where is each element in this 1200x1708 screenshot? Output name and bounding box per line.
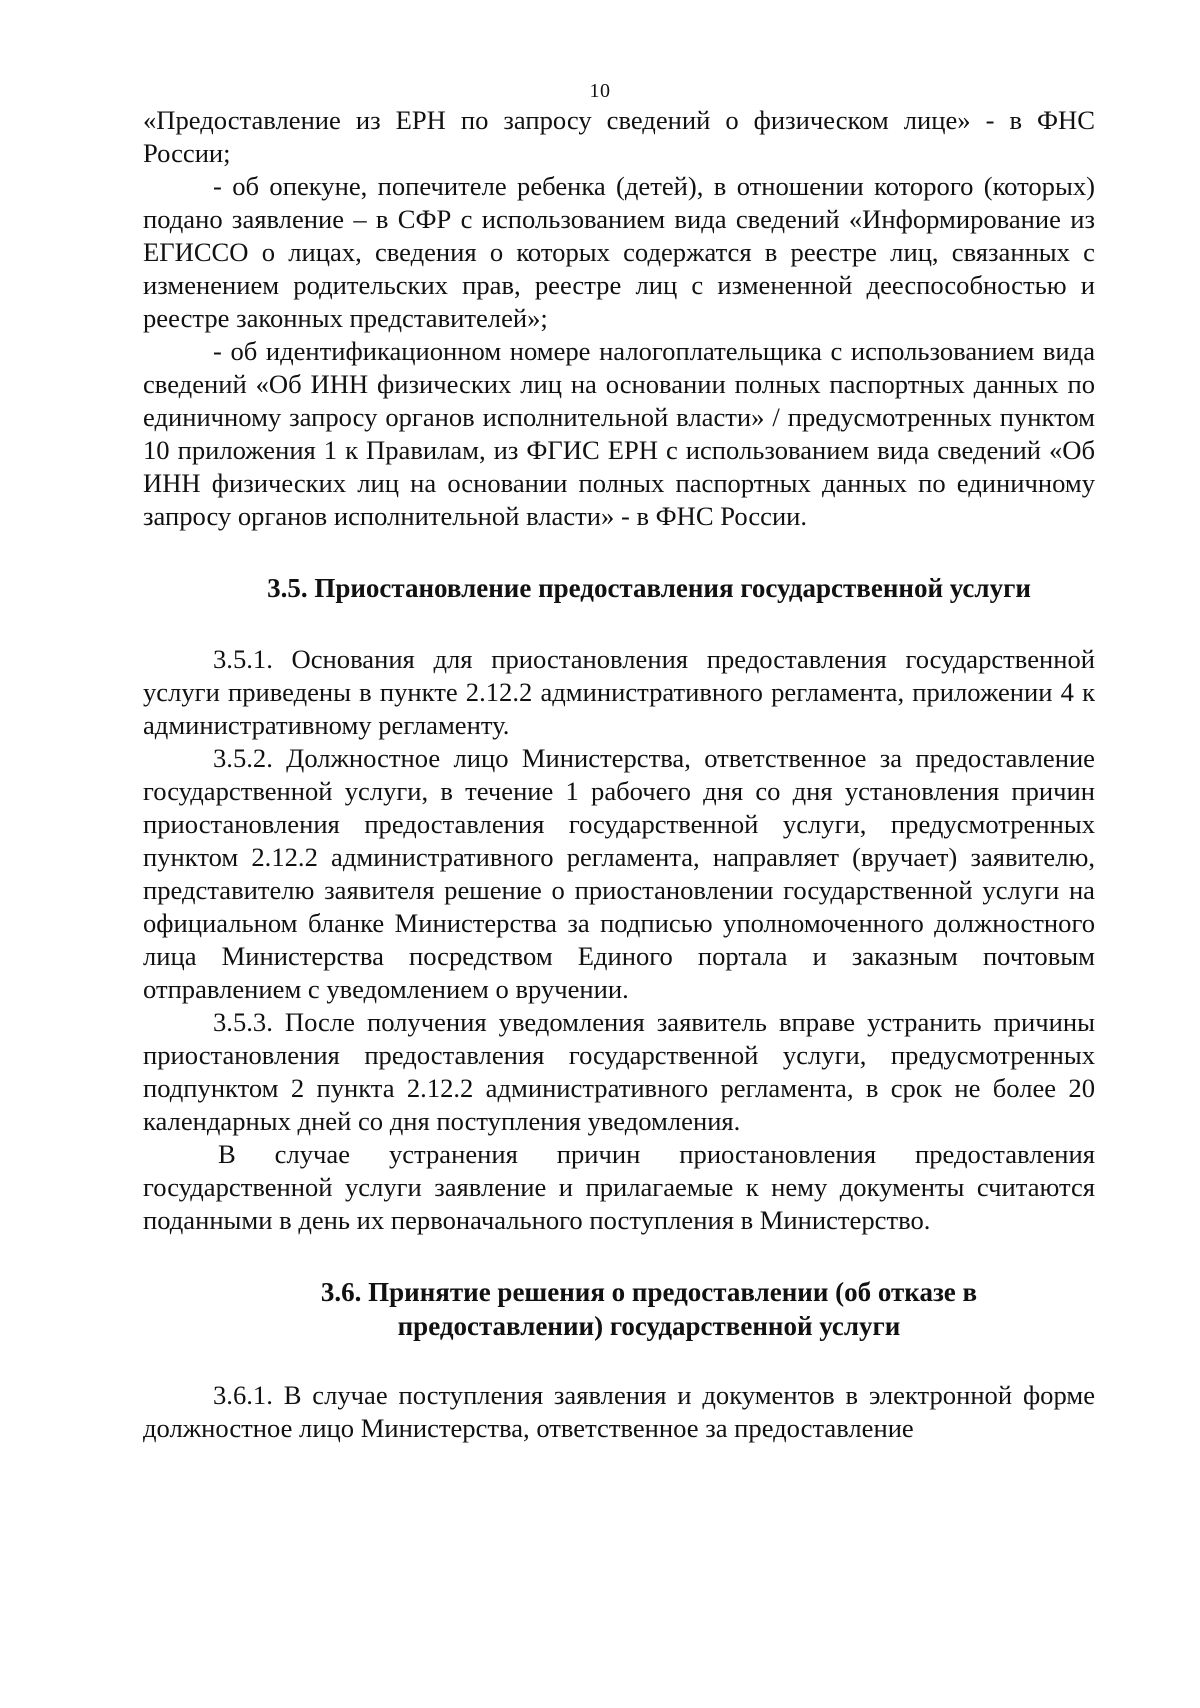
paragraph-3-5-2: 3.5.2. Должностное лицо Министерства, ответственное за предоставление государственной услуги, в течение 1 рабочего дня со дня установления причин приостановления предоставления государственной услуги, предусмотренных пунктом 2.12.2 административного регламента, направляет (вручает) заявителю, представителю заявителя решение о приостановлении государственной услуги на официальном бланке Министерства за подписью уполномоченного должностного лица Министерства посредством Единого портала и заказным почтовым отправлением с уведомлением о вручении.	[143, 743, 1095, 1004]
paragraph-3-6-1: 3.6.1. В случае поступления заявления и документов в электронной форме должностное лицо Министерства, ответственное за предоставление	[143, 1380, 1095, 1443]
paragraph: - об идентификационном номере налогоплательщика с использованием вида сведений «Об ИНН физических лиц на основании полных паспортных данных по единичному запросу органов исполнительной власти» / предусмотренных пунктом 10 приложения 1 к Правилам, из ФГИС ЕРН с использованием вида сведений «Об ИНН физических лиц на основании полных паспортных данных по единичному запросу органов исполнительной власти» - в ФНС России.	[143, 336, 1095, 531]
paragraph-3-5-3-cont: В случае устранения причин приостановления предоставления государственной услуги заявление и прилагаемые к нему документы считаются поданными в день их первоначального поступления в Министерство.	[143, 1139, 1095, 1235]
section-heading-3-6	[143, 1275, 1095, 1343]
section-heading-3-6-line2: предоставлении) государственной услуги	[397, 1311, 901, 1341]
section-heading-3-5: 3.5. Приостановление предоставления государственной услуги	[267, 573, 1031, 603]
paragraph-3-5-3: 3.5.3. После получения уведомления заявитель вправе устранить причины приостановления предоставления государственной услуги, предусмотренных подпунктом 2 пункта 2.12.2 административного регламента, в срок не более 20 календарных дней со дня поступления уведомления.	[143, 1007, 1095, 1136]
document-body	[143, 104, 1095, 1445]
paragraph-3-5-1: 3.5.1. Основания для приостановления предоставления государственной услуги приведены в пункте 2.12.2 административного регламента, приложении 4 к административному регламенту.	[143, 644, 1095, 740]
section-heading-3-6-line1: 3.6. Принятие решения о предоставлении (об отказе в	[320, 1277, 978, 1307]
paragraph: «Предоставление из ЕРН по запросу сведений о физическом лице» - в ФНС России;	[143, 105, 1095, 168]
page-number: 10	[589, 80, 611, 102]
paragraph: - об опекуне, попечителе ребенка (детей), в отношении которого (которых) подано заявление – в СФР с использованием вида сведений «Информирование из ЕГИССО о лицах, сведения о которых содержатся в реестре лиц, связанных с изменением родительских прав, реестре лиц с измененной дееспособностью и реестре законных представителей»;	[143, 171, 1095, 333]
